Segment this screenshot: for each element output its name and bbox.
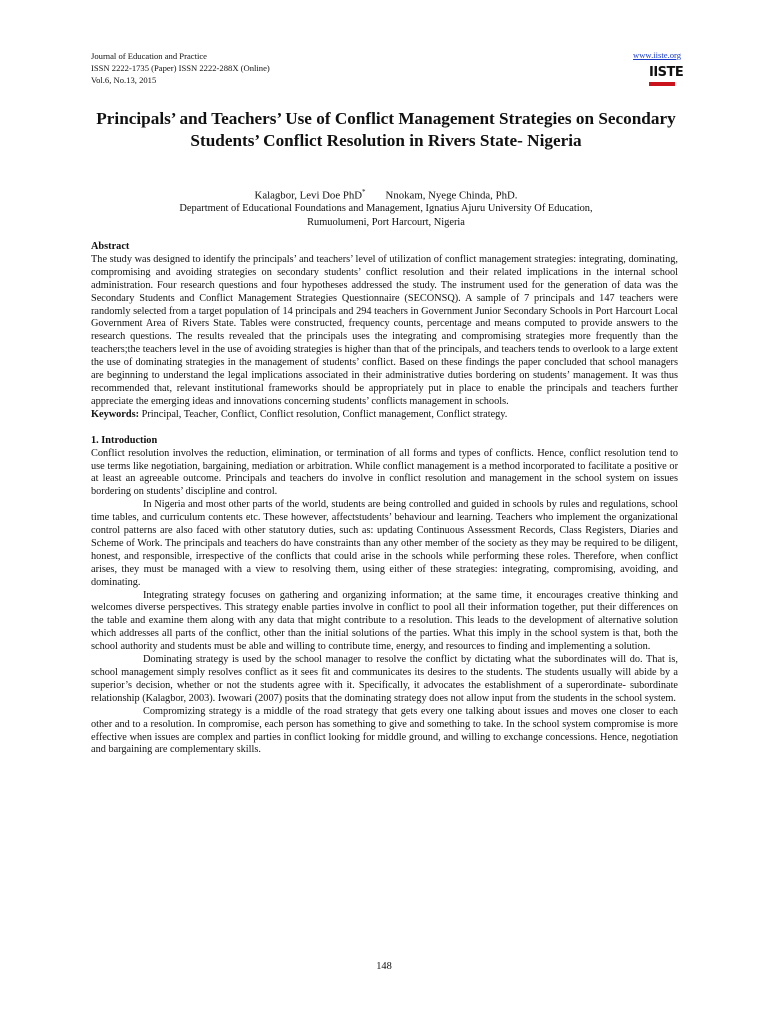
journal-name: Journal of Education and Practice: [91, 51, 207, 61]
affiliation-line-2: Rumuolumeni, Port Harcourt, Nigeria: [307, 217, 465, 228]
abstract-heading: Abstract: [91, 241, 130, 252]
intro-paragraph-4: Dominating strategy is used by the school manager to resolve the conflict by dictating what the subordinates will do. That is, school management simply resolves conflict as it sees fit and communicates its desires to the students. The students usually will abide by a superior’s decision, whether or not the students agree with it. Specifically, it advocates the establishment of a superordinate- subordinate relationship (Kalagbor, 2003). Iwowari (2007) posits that the dominating strategy does not allow input from the students in the school system.: [91, 654, 678, 704]
intro-paragraph-5: Compromizing strategy is a middle of the road strategy that gets every one talking about issues and moves one closer to each other and to a resolution. In compromise, each person has something to give and something to take. In the school system compromise is more effective when issues are complex and parties in conflict looking for middle ground, and willing to exchange concessions. Hence, negotiation and bargaining are complementary skills.: [91, 705, 678, 756]
iiste-logo-text: IISTE: [649, 65, 684, 80]
paper-title: Principals’ and Teachers’ Use of Conflict Management Strategies on Secondary Students’ Conflict Resolution in Rivers State- Nigeria: [96, 109, 676, 150]
intro-paragraph-1: Conflict resolution involves the reduction, elimination, or termination of all forms and types of conflicts. Hence, conflict resolution tend to use terms like negotiation, bargaining, mediation or arbitration. While conflict management is a method incorporated to facilitate a positive or at least an agreeable outcome. Principals and teachers do involve in conflict resolution and management in the school system on issues bordering on students’ discipline and control.: [91, 447, 678, 498]
keywords-line: [91, 409, 678, 422]
paper-body: [91, 241, 678, 757]
keywords-label: Keywords:: [91, 408, 140, 420]
author-2: Nnokam, Nyege Chinda, PhD.: [385, 189, 518, 202]
abstract-text: The study was designed to identify the principals’ and teachers’ level of utilization of conflict management strategies: integrating, dominating, compromising and avoiding strategies on secondary students’ conflict resolution and their related implications in the internal school administration. Four research questions and four hypotheses addressed the study. The instrument used for the generation of data was the Secondary Students and Conflict Management Strategies Questionnaire (SECONSQ). A sample of 7 principals and 147 teachers were randomly selected from a target population of 14 principals and 294 teachers in Government Junior Secondary Schools in Port Harcourt Local Government Area of Rivers State. Tables were constructed, frequency counts, percentage and means computed to provide answers to the research questions. The results revealed that the principals uses the integrating and compromising strategies more frequently than the teachers;the teachers level in the use of avoiding strategies is higher than that of the principals, and teachers tends to overlook to a large extent the use of dominating strategies in the management of students’ conflict. Based on these findings the paper concluded that school managers are beginning to understand the legal implications associated in their administrative duties bordering on students’ management. It was thus recommended that, relevant institutional frameworks should be appropriately put in place to enable the principals and teachers further appreciate the emerging ideas and innovations concerning students’ conflicts management in schools.: [91, 253, 678, 407]
journal-header: [91, 50, 684, 86]
intro-paragraph-3: Integrating strategy focuses on gathering and organizing information; at the same time, it encourages creative thinking and welcomes diverse perspectives. This strategy enable parties involve in conflict to pool all their information together, put their differences on the table and examine them along with any data that might contribute to a resolution. This leads to the development of alternative solution which addresses all parts of the conflict, other than the initial solutions of the parties. What this imply in the school system is that, both the school authority and students must be able and willing to contribute time, energy, and resources to finding and implementing a solution.: [91, 589, 678, 653]
author-1: Kalagbor, Levi Doe PhD: [254, 189, 363, 202]
journal-website-link[interactable]: www.iiste.org: [633, 50, 681, 60]
iiste-logo-bar: [649, 82, 675, 86]
author-line: [91, 185, 681, 203]
intro-paragraph-2: In Nigeria and most other parts of the world, students are being controlled and guided in schools by rules and regulations, school time tables, and curriculum contents etc. These however, affectstudents’ behaviour and learning. Teachers who implement the organizational control patterns are also faced with other statutory duties, such as: updating Continuous Assessment Records, Class Registers, Diaries and Scheme of Work. The principals and teachers do have constraints than any other member of the society as they may be required to be diligent, honest, and responsible, irrespective of the conflicts that could arise in the schools while performing these roles. Therefore, when conflict arises, they must be managed with a view to resolving them, using either of these strategies: integrating, compromising, avoiding, and dominating.: [91, 499, 678, 588]
journal-volume: Vol.6, No.13, 2015: [91, 75, 157, 85]
journal-issn: ISSN 2222-1735 (Paper) ISSN 2222-288X (Online): [91, 63, 270, 73]
affiliation: [91, 202, 681, 230]
iiste-logo: [649, 65, 684, 88]
affiliation-line-1: Department of Educational Foundations and Management, Ignatius Ajuru University Of Education,: [179, 203, 593, 214]
keywords-list: Principal, Teacher, Conflict, Conflict resolution, Conflict management, Conflict strategy.: [139, 408, 508, 420]
page-number: 148: [376, 961, 392, 972]
introduction-heading: 1. Introduction: [91, 434, 158, 446]
corresponding-author-mark: *: [362, 188, 366, 196]
